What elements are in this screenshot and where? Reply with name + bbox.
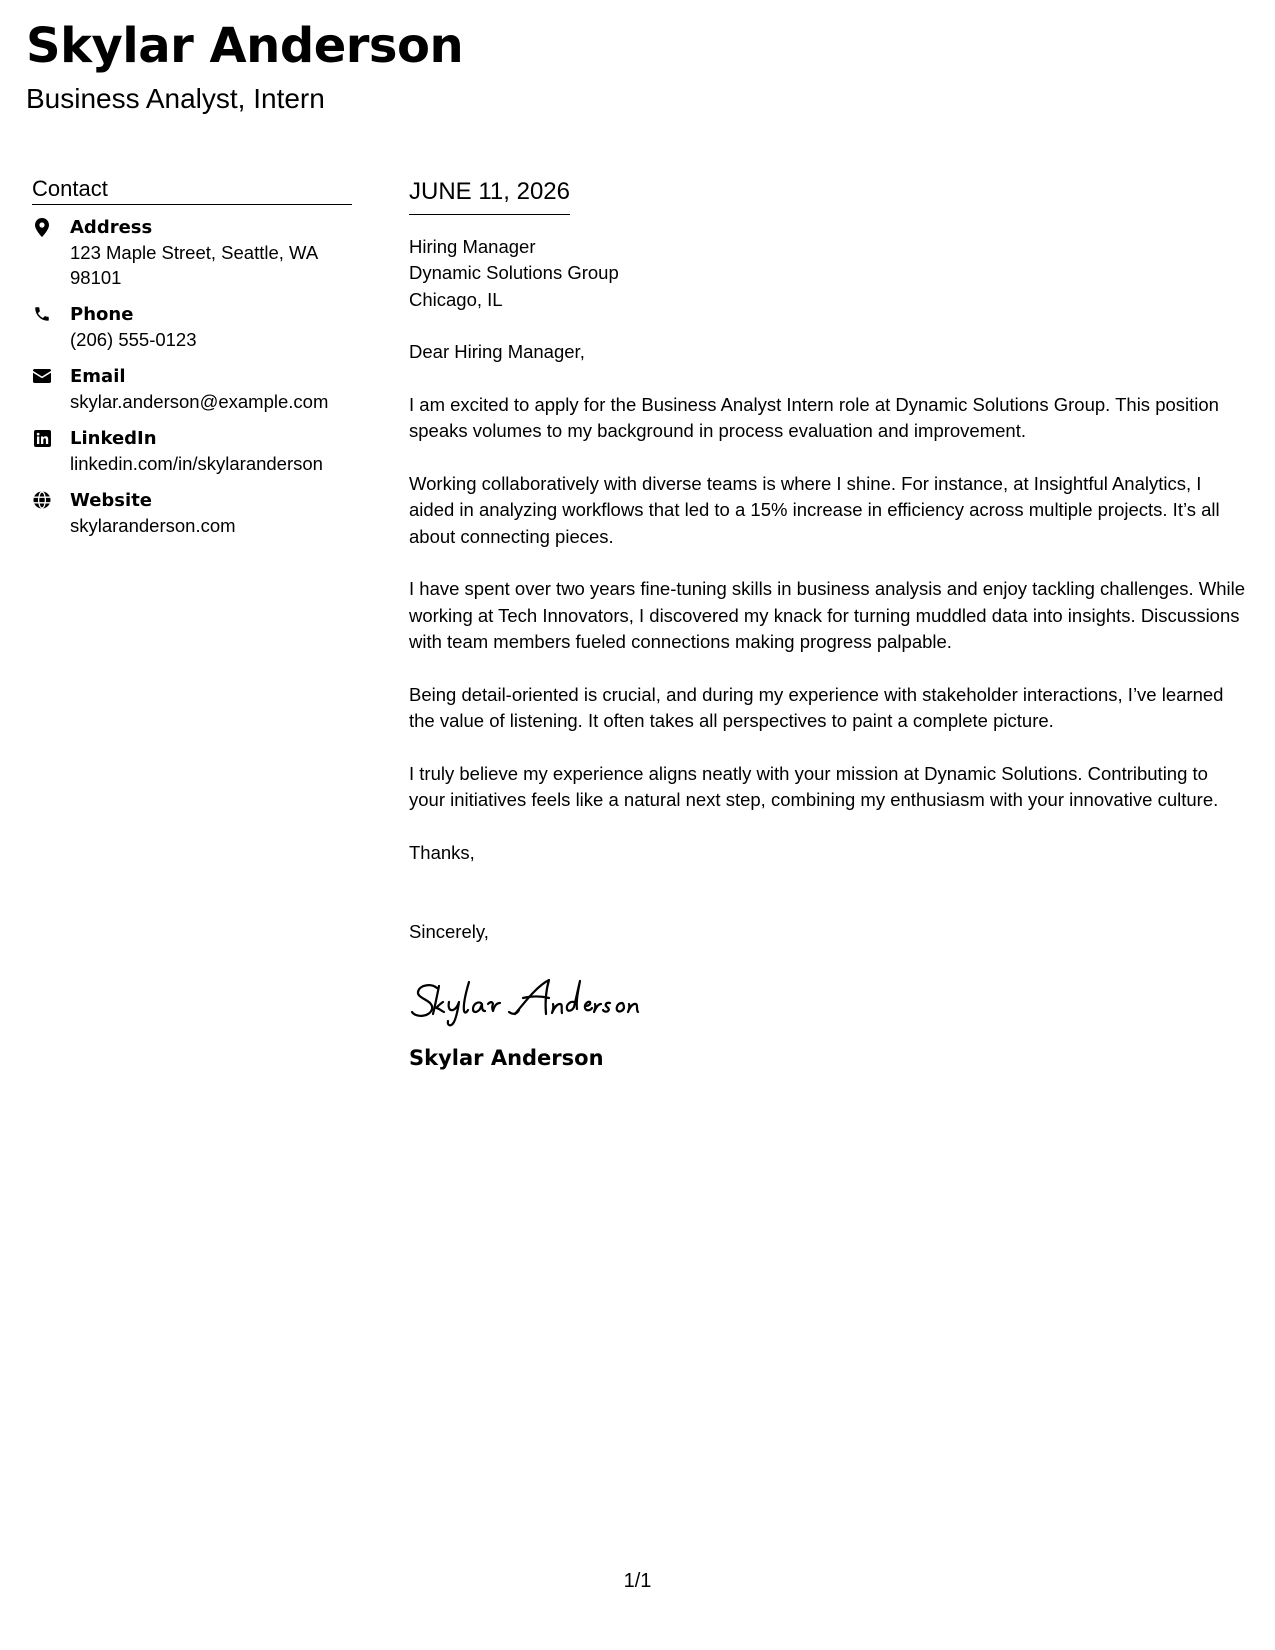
contact-item-address: [32, 215, 352, 290]
location-pin-icon: [32, 217, 52, 237]
contact-label: Address: [70, 217, 153, 239]
contact-item-linkedin: [32, 426, 352, 476]
letter-paragraph: I am excited to apply for the Business Analyst Intern role at Dynamic Solutions Group. This position speaks volumes to my background in process evaluation and improvement.: [409, 393, 1219, 442]
contact-value-phone: (206) 555-0123: [70, 329, 197, 351]
applicant-title: Business Analyst, Intern: [26, 83, 325, 114]
contact-list: [32, 215, 352, 538]
contact-value-email: skylar.anderson@example.com: [70, 391, 329, 413]
recipient-line: Dynamic Solutions Group: [409, 262, 619, 284]
recipient-block: [409, 234, 1249, 314]
letter-paragraph: I truly believe my experience aligns neatly with your mission at Dynamic Solutions. Contributing to your initiatives feels like a natural next step, combining my enthusiasm with your innovative culture.: [409, 762, 1219, 811]
applicant-name: Skylar Anderson: [26, 18, 464, 74]
recipient-line: Hiring Manager: [409, 235, 536, 257]
contact-label: LinkedIn: [70, 428, 157, 450]
thanks-line: Thanks,: [409, 841, 475, 863]
contact-item-website: [32, 488, 352, 538]
contact-label: Phone: [70, 304, 134, 326]
contact-item-email: [32, 364, 352, 414]
letter-paragraph: Working collaboratively with diverse teams is where I shine. For instance, at Insightful Analytics, I aided in analyzing workflows that led to a 15% increase in efficiency across multiple projects. It’s all about connecting pieces.: [409, 472, 1220, 547]
phone-icon: [32, 304, 52, 324]
contact-sidebar: [32, 176, 352, 550]
envelope-icon: [32, 366, 52, 386]
page-number: 1/1: [623, 1570, 652, 1592]
linkedin-icon: [32, 428, 52, 448]
closing-line: Sincerely,: [409, 921, 489, 943]
contact-item-phone: [32, 302, 352, 352]
contact-value-website: skylaranderson.com: [70, 515, 236, 537]
contact-value-address: 123 Maple Street, Seattle, WA 98101: [70, 242, 318, 289]
signer-name: Skylar Anderson: [409, 1045, 604, 1070]
recipient-line: Chicago, IL: [409, 288, 503, 310]
letter-paragraph: Being detail-oriented is crucial, and during my experience with stakeholder interactions, I’ve learned the value of listening. It often takes all perspectives to paint a complete picture.: [409, 683, 1224, 732]
contact-label: Website: [70, 490, 153, 512]
salutation: Dear Hiring Manager,: [409, 341, 585, 363]
contact-label: Email: [70, 366, 126, 388]
handwritten-signature: [409, 974, 1249, 1034]
globe-icon: [32, 490, 52, 510]
letter-body: [409, 178, 1249, 1071]
letter-date: JUNE 11, 2026: [409, 178, 570, 215]
contact-value-linkedin: linkedin.com/in/skylaranderson: [70, 453, 323, 475]
contact-heading: Contact: [32, 176, 352, 205]
letter-paragraph: I have spent over two years fine-tuning skills in business analysis and enjoy tackling challenges. While working at Tech Innovators, I discovered my knack for turning muddled data into insights. Discussions with team members fueled connections making progress palpable.: [409, 578, 1246, 653]
